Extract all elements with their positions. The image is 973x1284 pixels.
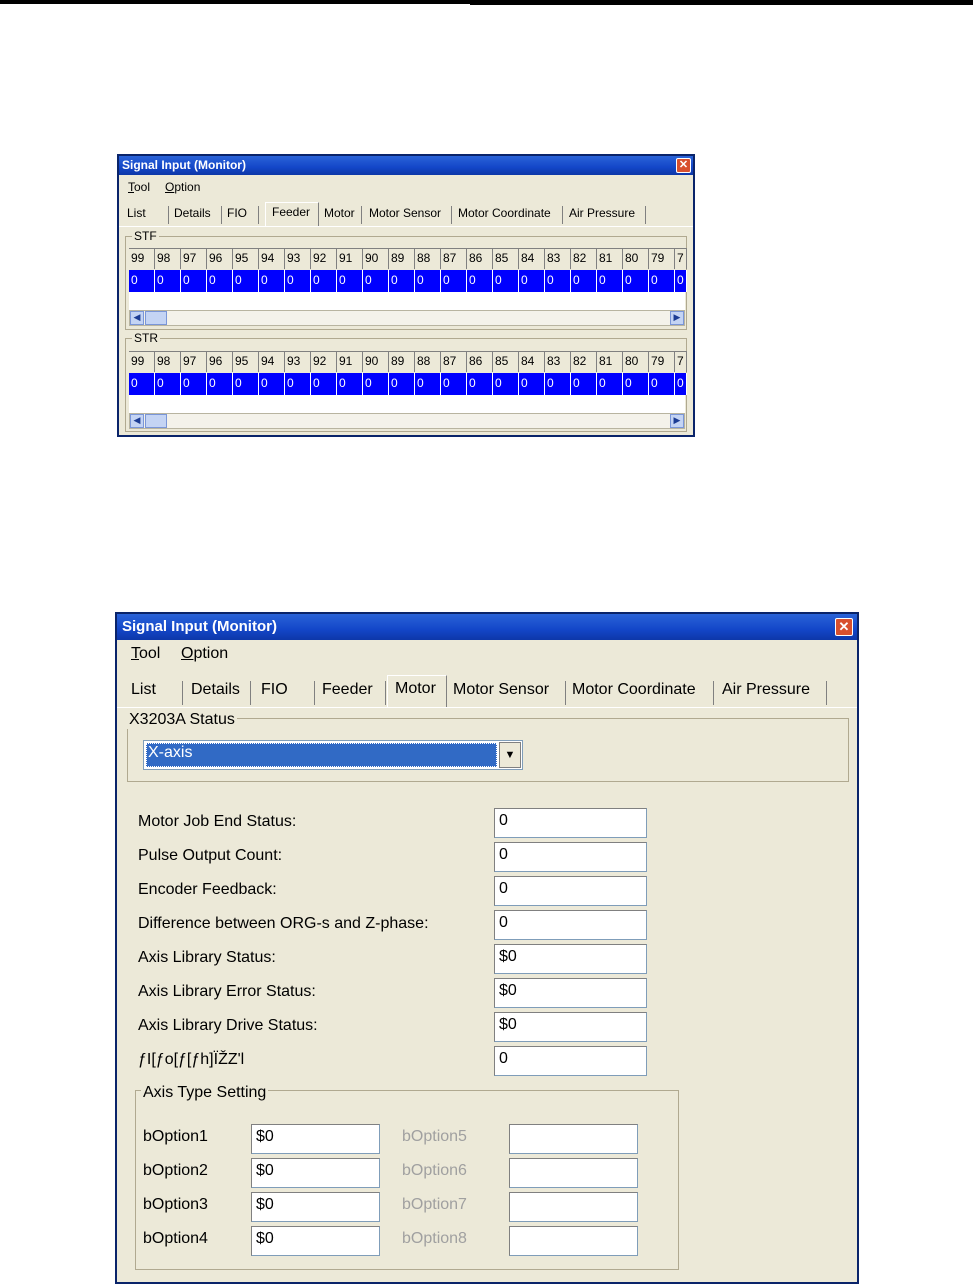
chevron-down-icon[interactable]: ▼ (499, 742, 521, 768)
signal-value: 0 (571, 373, 597, 395)
column-header: 84 (519, 248, 545, 269)
signal-value: 0 (181, 270, 207, 292)
org-z-phase-difference-label: Difference between ORG-s and Z-phase: (138, 915, 429, 932)
column-header: 97 (181, 351, 207, 372)
boption8-label: bOption8 (402, 1230, 467, 1247)
signal-value: 0 (311, 373, 337, 395)
tab-fio[interactable]: FIO (261, 681, 315, 705)
tab-feeder[interactable]: Feeder (322, 681, 386, 705)
boption2-field[interactable]: $0 (251, 1158, 380, 1188)
stf-empty-area (129, 292, 685, 310)
column-header: 93 (285, 248, 311, 269)
str-horizontal-scrollbar[interactable] (129, 413, 685, 429)
signal-value: 0 (545, 270, 571, 292)
scroll-left-icon[interactable]: ◀ (130, 414, 144, 428)
axis-library-error-status-field[interactable]: $0 (494, 978, 647, 1008)
tab-motor-sensor[interactable]: Motor Sensor (453, 681, 566, 705)
boption3-label: bOption3 (143, 1196, 208, 1213)
column-header: 92 (311, 351, 337, 372)
signal-value: 0 (389, 373, 415, 395)
tab-strip (119, 202, 693, 227)
column-header: 86 (467, 351, 493, 372)
title-bar[interactable] (119, 156, 693, 175)
boption5-label: bOption5 (402, 1128, 467, 1145)
signal-value: 0 (675, 373, 687, 395)
boption5-field[interactable] (509, 1124, 638, 1154)
column-header: 95 (233, 351, 259, 372)
menu-bar (117, 642, 857, 668)
menu-tool[interactable]: Tool (128, 180, 151, 194)
signal-value: 0 (207, 270, 233, 292)
signal-value: 0 (415, 270, 441, 292)
column-header: 89 (389, 351, 415, 372)
signal-value: 0 (337, 270, 363, 292)
signal-value: 0 (389, 270, 415, 292)
tab-details[interactable]: Details (174, 206, 222, 224)
menu-option[interactable]: Option (165, 180, 201, 194)
column-header: 91 (337, 248, 363, 269)
str-label: STR (134, 331, 158, 345)
tab-motor[interactable]: Motor (387, 675, 447, 707)
str-value-row (129, 373, 687, 395)
signal-value: 0 (155, 373, 181, 395)
signal-value: 0 (571, 270, 597, 292)
tab-air-pressure[interactable]: Air Pressure (569, 206, 646, 224)
tab-strip (117, 674, 857, 708)
boption1-field[interactable]: $0 (251, 1124, 380, 1154)
column-header: 98 (155, 248, 181, 269)
stf-label: STF (134, 229, 157, 243)
encoder-feedback-field[interactable]: 0 (494, 876, 647, 906)
encoder-feedback-label: Encoder Feedback: (138, 881, 277, 898)
tab-motor[interactable]: Motor (324, 206, 362, 224)
column-header: 80 (623, 248, 649, 269)
signal-value: 0 (311, 270, 337, 292)
overload-value-label: ƒI[ƒo[ƒ[ƒh]ÏŽZ'l (138, 1051, 245, 1068)
signal-value: 0 (441, 270, 467, 292)
axis-library-drive-status-label: Axis Library Drive Status: (138, 1017, 318, 1034)
signal-value: 0 (207, 373, 233, 395)
boption7-field[interactable] (509, 1192, 638, 1222)
signal-value: 0 (415, 373, 441, 395)
signal-value: 0 (623, 373, 649, 395)
axis-library-error-status-label: Axis Library Error Status: (138, 983, 316, 1000)
signal-value: 0 (233, 373, 259, 395)
signal-value: 0 (285, 270, 311, 292)
signal-value: 0 (519, 373, 545, 395)
motor-window (115, 612, 859, 1284)
column-header: 80 (623, 351, 649, 372)
axis-library-drive-status-field[interactable]: $0 (494, 1012, 647, 1042)
signal-value: 0 (441, 373, 467, 395)
scroll-thumb[interactable] (145, 414, 167, 428)
boption3-field[interactable]: $0 (251, 1192, 380, 1222)
motor-job-end-status-label: Motor Job End Status: (138, 813, 297, 830)
column-header: 79 (649, 351, 675, 372)
column-header: 93 (285, 351, 311, 372)
tab-details[interactable]: Details (191, 681, 251, 705)
signal-value: 0 (337, 373, 363, 395)
axis-selected-value: X-axis (146, 743, 497, 767)
boption2-label: bOption2 (143, 1162, 208, 1179)
signal-value: 0 (649, 270, 675, 292)
signal-value: 0 (467, 270, 493, 292)
tab-list[interactable]: List (127, 206, 169, 224)
signal-value: 0 (675, 270, 687, 292)
axis-library-status-label: Axis Library Status: (138, 949, 276, 966)
column-header: 83 (545, 248, 571, 269)
tab-feeder[interactable]: Feeder (265, 202, 319, 226)
tab-list[interactable]: List (131, 681, 183, 705)
menu-tool[interactable]: Tool (131, 645, 161, 662)
column-header: 91 (337, 351, 363, 372)
signal-value: 0 (129, 373, 155, 395)
tab-fio[interactable]: FIO (227, 206, 259, 224)
menu-bar (119, 177, 693, 197)
column-header: 84 (519, 351, 545, 372)
column-header: 79 (649, 248, 675, 269)
signal-value: 0 (493, 270, 519, 292)
column-header: 82 (571, 248, 597, 269)
title-bar[interactable] (117, 614, 857, 640)
axis-library-status-field[interactable]: $0 (494, 944, 647, 974)
org-z-phase-difference-field[interactable]: 0 (494, 910, 647, 940)
tab-motor-coordinate[interactable]: Motor Coordinate (572, 681, 714, 705)
scroll-left-icon[interactable]: ◀ (130, 311, 144, 325)
column-header: 99 (129, 248, 155, 269)
column-header: 85 (493, 351, 519, 372)
column-header: 83 (545, 351, 571, 372)
signal-value: 0 (233, 270, 259, 292)
column-header: 81 (597, 351, 623, 372)
column-header: 87 (441, 248, 467, 269)
window-title: Signal Input (Monitor) (122, 158, 246, 172)
column-header: 94 (259, 351, 285, 372)
column-header: 95 (233, 248, 259, 269)
column-header: 90 (363, 351, 389, 372)
signal-value: 0 (597, 270, 623, 292)
str-empty-area (129, 395, 685, 413)
window-title: Signal Input (Monitor) (122, 618, 277, 635)
tab-motor-coordinate[interactable]: Motor Coordinate (458, 206, 563, 224)
signal-value: 0 (623, 270, 649, 292)
column-header: 81 (597, 248, 623, 269)
pulse-output-count-field[interactable]: 0 (494, 842, 647, 872)
signal-value: 0 (363, 373, 389, 395)
signal-value: 0 (155, 270, 181, 292)
signal-value: 0 (519, 270, 545, 292)
menu-option[interactable]: Option (181, 645, 229, 662)
pulse-output-count-label: Pulse Output Count: (138, 847, 283, 864)
boption6-field[interactable] (509, 1158, 638, 1188)
signal-value: 0 (493, 373, 519, 395)
signal-value: 0 (363, 270, 389, 292)
boption4-field[interactable]: $0 (251, 1226, 380, 1256)
boption1-label: bOption1 (143, 1128, 208, 1145)
stf-horizontal-scrollbar[interactable] (129, 310, 685, 326)
motor-job-end-status-field[interactable]: 0 (494, 808, 647, 838)
scroll-right-icon[interactable]: ▶ (670, 311, 684, 325)
signal-value: 0 (467, 373, 493, 395)
column-header: 90 (363, 248, 389, 269)
column-header: 96 (207, 248, 233, 269)
tab-motor-sensor[interactable]: Motor Sensor (369, 206, 452, 224)
column-header: 92 (311, 248, 337, 269)
column-header: 96 (207, 351, 233, 372)
signal-value: 0 (597, 373, 623, 395)
stf-value-row (129, 270, 687, 292)
column-header: 82 (571, 351, 597, 372)
axis-type-label: Axis Type Setting (143, 1084, 267, 1101)
column-header: 86 (467, 248, 493, 269)
str-header-row (129, 351, 687, 372)
stf-header-row (129, 248, 687, 269)
close-button[interactable]: ✕ (676, 158, 691, 173)
boption6-label: bOption6 (402, 1162, 467, 1179)
tab-air-pressure[interactable]: Air Pressure (722, 681, 827, 705)
column-header: 89 (389, 248, 415, 269)
overload-value-field[interactable]: 0 (494, 1046, 647, 1076)
signal-value: 0 (545, 373, 571, 395)
boption8-field[interactable] (509, 1226, 638, 1256)
column-header: 98 (155, 351, 181, 372)
feeder-window (117, 154, 695, 437)
column-header: 88 (415, 248, 441, 269)
axis-select[interactable] (143, 740, 523, 770)
column-header: 7 (675, 248, 687, 269)
signal-value: 0 (285, 373, 311, 395)
signal-value: 0 (649, 373, 675, 395)
column-header: 7 (675, 351, 687, 372)
signal-value: 0 (181, 373, 207, 395)
column-header: 87 (441, 351, 467, 372)
column-header: 88 (415, 351, 441, 372)
boption7-label: bOption7 (402, 1196, 467, 1213)
column-header: 99 (129, 351, 155, 372)
column-header: 97 (181, 248, 207, 269)
page-top-rule-thin (470, 4, 973, 5)
signal-value: 0 (129, 270, 155, 292)
scroll-right-icon[interactable]: ▶ (670, 414, 684, 428)
boption4-label: bOption4 (143, 1230, 208, 1247)
signal-value: 0 (259, 373, 285, 395)
close-button[interactable]: ✕ (835, 618, 853, 636)
signal-value: 0 (259, 270, 285, 292)
x3203a-status-label: X3203A Status (129, 711, 235, 728)
column-header: 85 (493, 248, 519, 269)
column-header: 94 (259, 248, 285, 269)
scroll-thumb[interactable] (145, 311, 167, 325)
